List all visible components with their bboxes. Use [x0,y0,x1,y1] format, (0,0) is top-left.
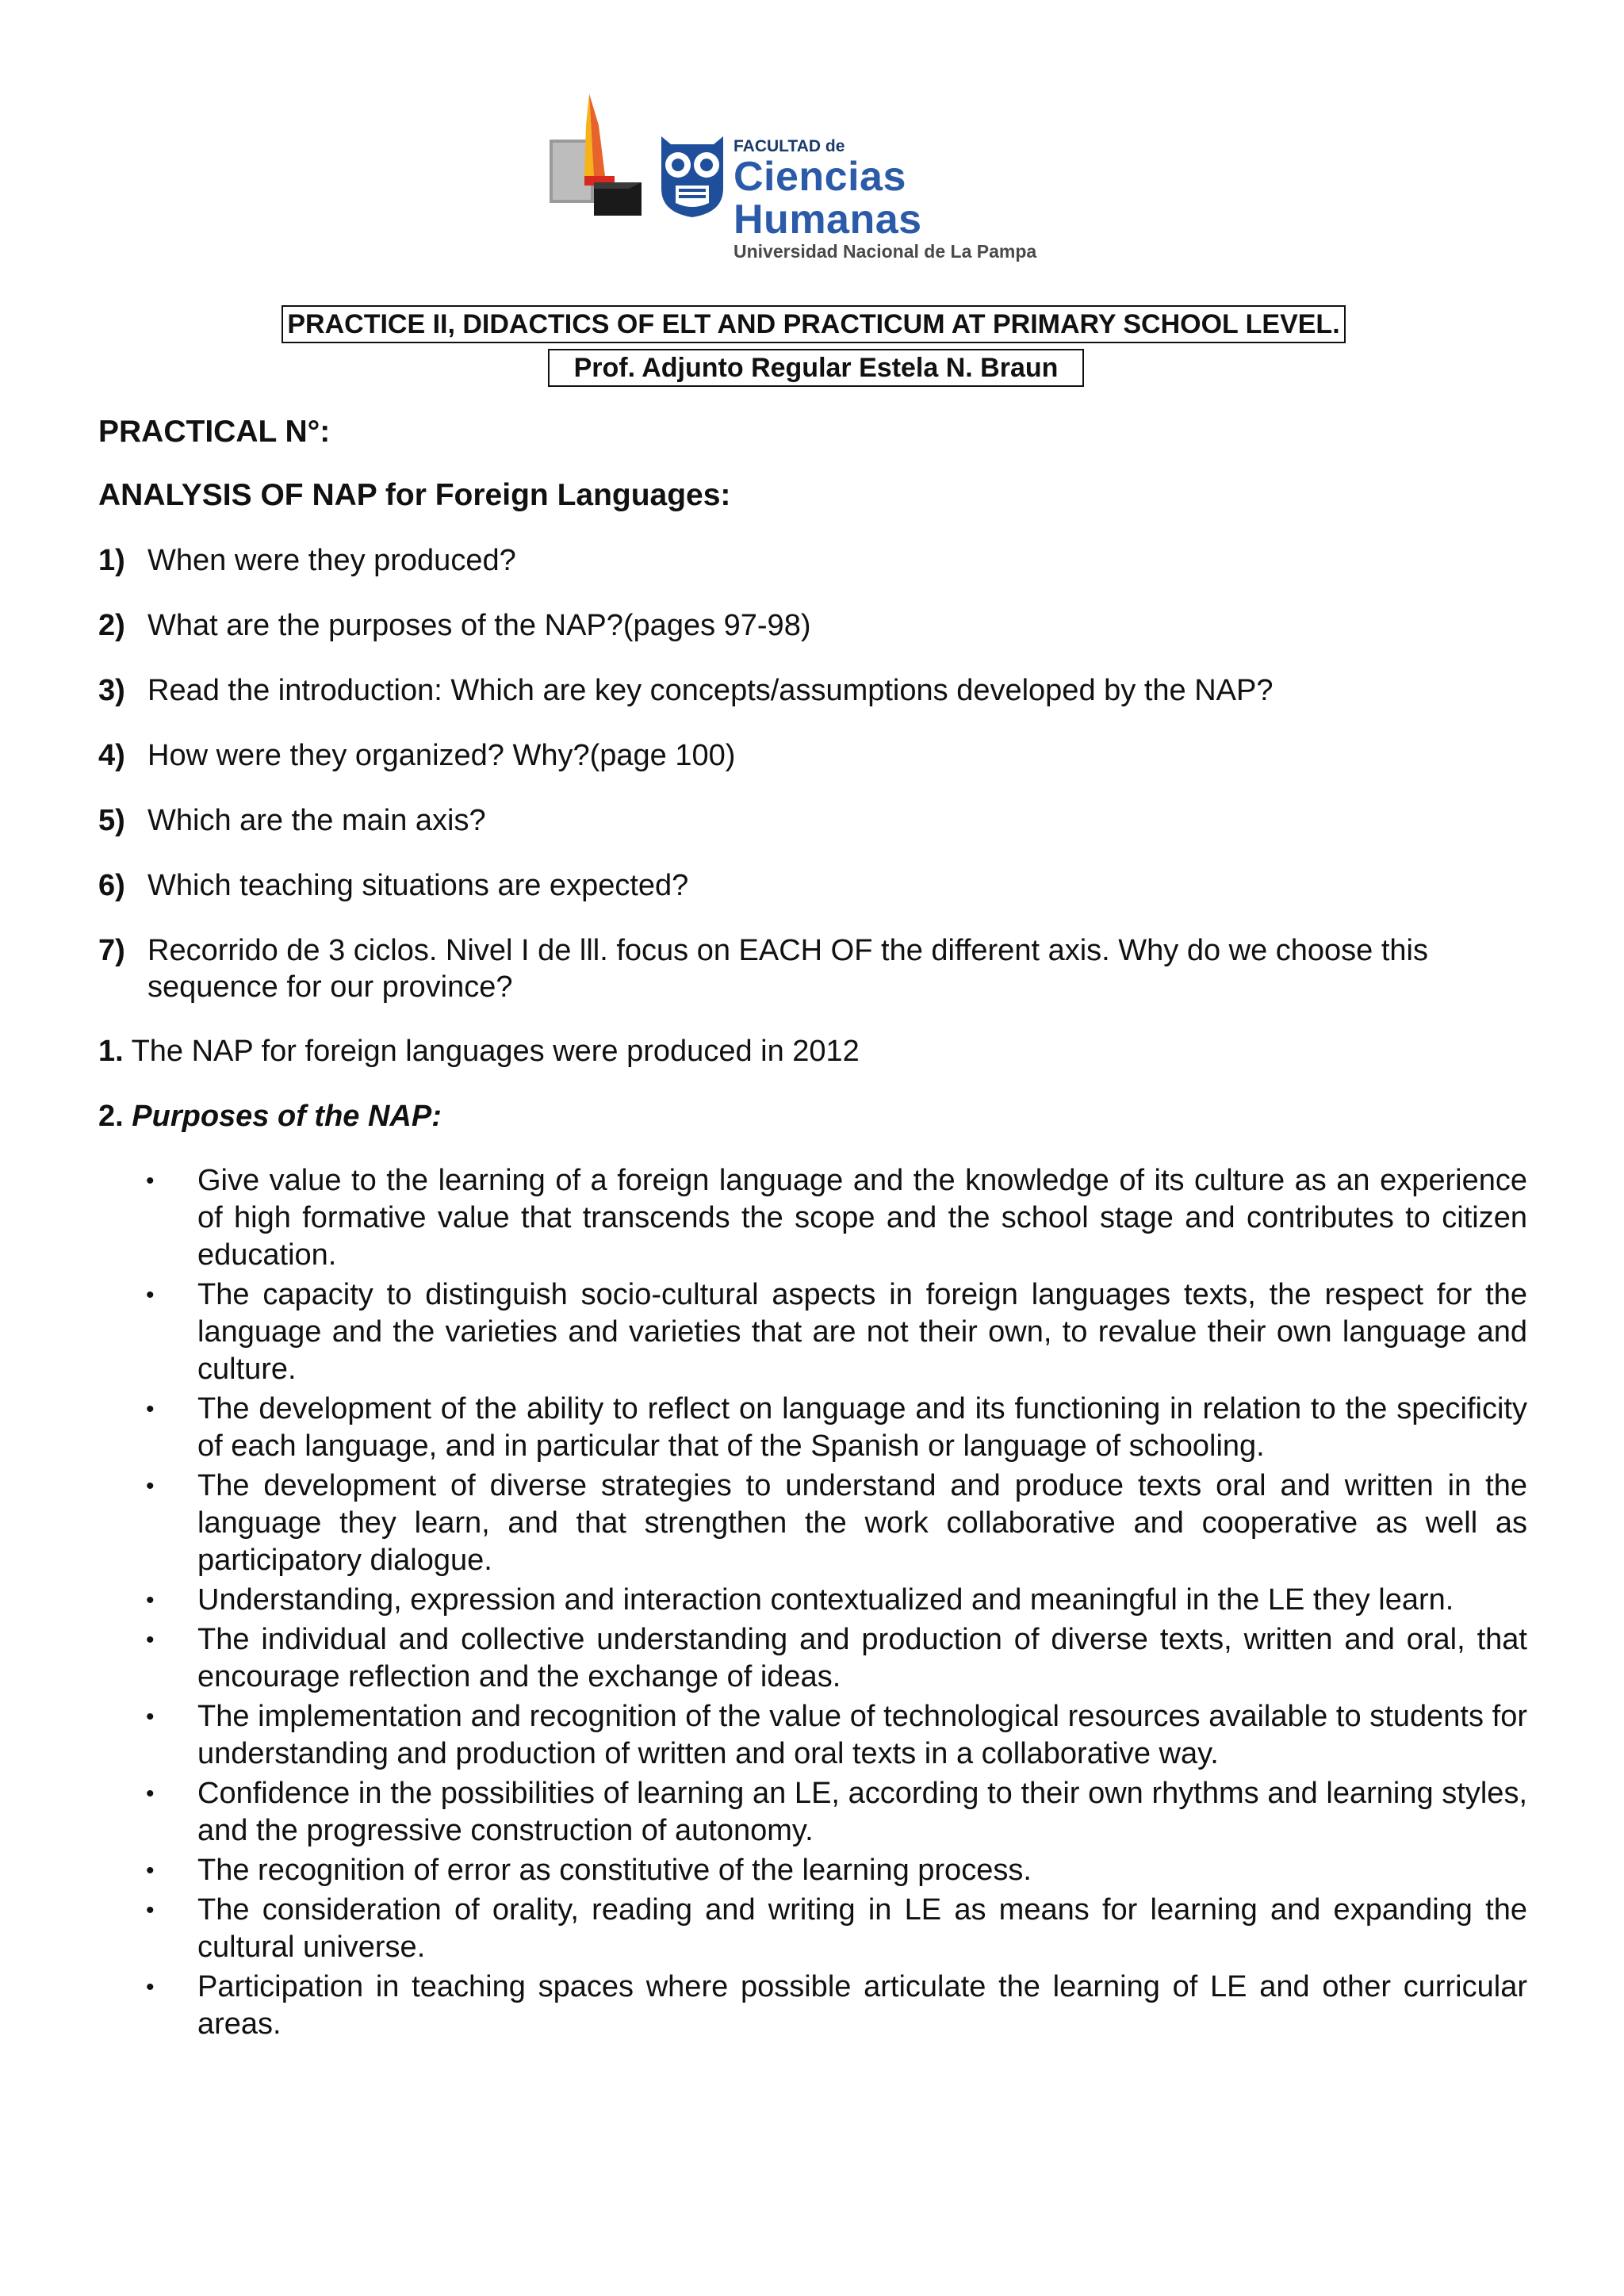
purpose-text: Confidence in the possibilities of learning an LE, according to their own rhythms and learning styles, and the progressive construction of autonomy. [197,1777,1527,1847]
bullet-icon: • [146,1587,155,1613]
list-item [98,1582,1527,1619]
practical-number-heading: PRACTICAL N°: [98,415,331,449]
question-number: 3) [98,674,125,707]
purposes-list [98,1162,1527,2045]
question-item [98,542,1549,579]
list-item [98,1391,1527,1465]
question-item [98,932,1549,1005]
bullet-icon: • [146,1282,155,1308]
bullet-icon: • [146,1781,155,1807]
bullet-icon: • [146,1704,155,1730]
university-name: Universidad Nacional de La Pampa [733,241,1037,262]
question-item [98,607,1549,644]
question-number: 1) [98,544,125,577]
list-item [98,1775,1527,1850]
answer-2-heading [98,1098,1549,1135]
bullet-icon: • [146,1168,155,1194]
purpose-text: The individual and collective understanding and production of diverse texts, written and oral, that encourage reflection and the exchange of ideas. [197,1623,1527,1693]
course-title: PRACTICE II, DIDACTICS OF ELT AND PRACTICUM AT PRIMARY SCHOOL LEVEL. [282,305,1346,343]
question-item [98,867,1549,904]
question-text: Which are the main axis? [147,804,486,837]
question-number: 2) [98,609,125,642]
purpose-text: Participation in teaching spaces where possible articulate the learning of LE and other curricular areas. [197,1970,1527,2041]
university-emblem-icon [550,94,642,222]
bullet-icon: • [146,1473,155,1499]
purpose-text: The capacity to distinguish socio-cultural aspects in foreign languages texts, the respect for the language and the varieties and varieties that are not their own, to revalue their own language and culture. [197,1278,1527,1386]
question-text: How were they organized? Why?(page 100) [147,739,736,772]
question-item [98,802,1549,839]
bullet-icon: • [146,1897,155,1923]
bullet-icon: • [146,1627,155,1653]
question-text: Which teaching situations are expected? [147,869,689,902]
owl-icon [655,133,730,219]
purpose-text: The recognition of error as constitutive of the learning process. [197,1854,1032,1887]
list-item [98,1276,1527,1388]
question-text: Recorrido de 3 ciclos. Nivel I de lll. focus on EACH OF the different axis. Why do we choose this sequence for our province? [147,934,1428,1004]
list-item [98,1852,1527,1889]
question-number: 5) [98,804,125,837]
question-number: 7) [98,934,125,967]
list-item [98,1162,1527,1274]
purpose-text: Understanding, expression and interaction contextualized and meaningful in the LE they learn. [197,1583,1454,1617]
question-text: When were they produced? [147,544,516,577]
question-number: 4) [98,739,125,772]
question-number: 6) [98,869,125,902]
list-item [98,1698,1527,1773]
purpose-text: The consideration of orality, reading and writing in LE as means for learning and expanding the cultural universe. [197,1893,1527,1964]
answer-1 [98,1033,1549,1070]
question-item [98,672,1549,709]
bullet-icon: • [146,1396,155,1422]
professor-name: Prof. Adjunto Regular Estela N. Braun [548,349,1084,387]
faculty-name: Ciencias Humanas [733,154,922,243]
question-item [98,737,1549,774]
purpose-text: The development of the ability to reflect on language and its functioning in relation to the specificity of each language, and in particular that of the Spanish or language of schooling. [197,1392,1527,1463]
bullet-icon: • [146,1858,155,1884]
list-item [98,1621,1527,1696]
answer-text: The NAP for foreign languages were produced in 2012 [123,1035,860,1068]
purpose-text: The implementation and recognition of the value of technological resources available to students for understanding and production of written and oral texts in a collaborative way. [197,1700,1527,1770]
answer-number: 2. [98,1100,124,1133]
list-item [98,1892,1527,1966]
question-text: Read the introduction: Which are key concepts/assumptions developed by the NAP? [147,674,1274,707]
purpose-text: The development of diverse strategies to understand and produce texts oral and written in the language they learn, and that strengthen the work collaborative and cooperative as well as participatory dialogue. [197,1469,1527,1577]
question-text: What are the purposes of the NAP?(pages 97-98) [147,609,811,642]
list-item [98,1969,1527,2043]
bullet-icon: • [146,1974,155,2000]
answer-number: 1. [98,1035,124,1068]
purpose-text: Give value to the learning of a foreign language and the knowledge of its culture as an experience of high formative value that transcends the scope and the school stage and contributes to citizen education. [197,1164,1527,1272]
analysis-heading: ANALYSIS OF NAP for Foreign Languages: [98,478,731,512]
list-item [98,1468,1527,1579]
purposes-title: Purposes of the NAP: [123,1100,442,1133]
faculty-logo [550,94,1097,262]
faculty-wordmark [733,138,1098,262]
faculty-label: FACULTAD de [733,137,845,155]
